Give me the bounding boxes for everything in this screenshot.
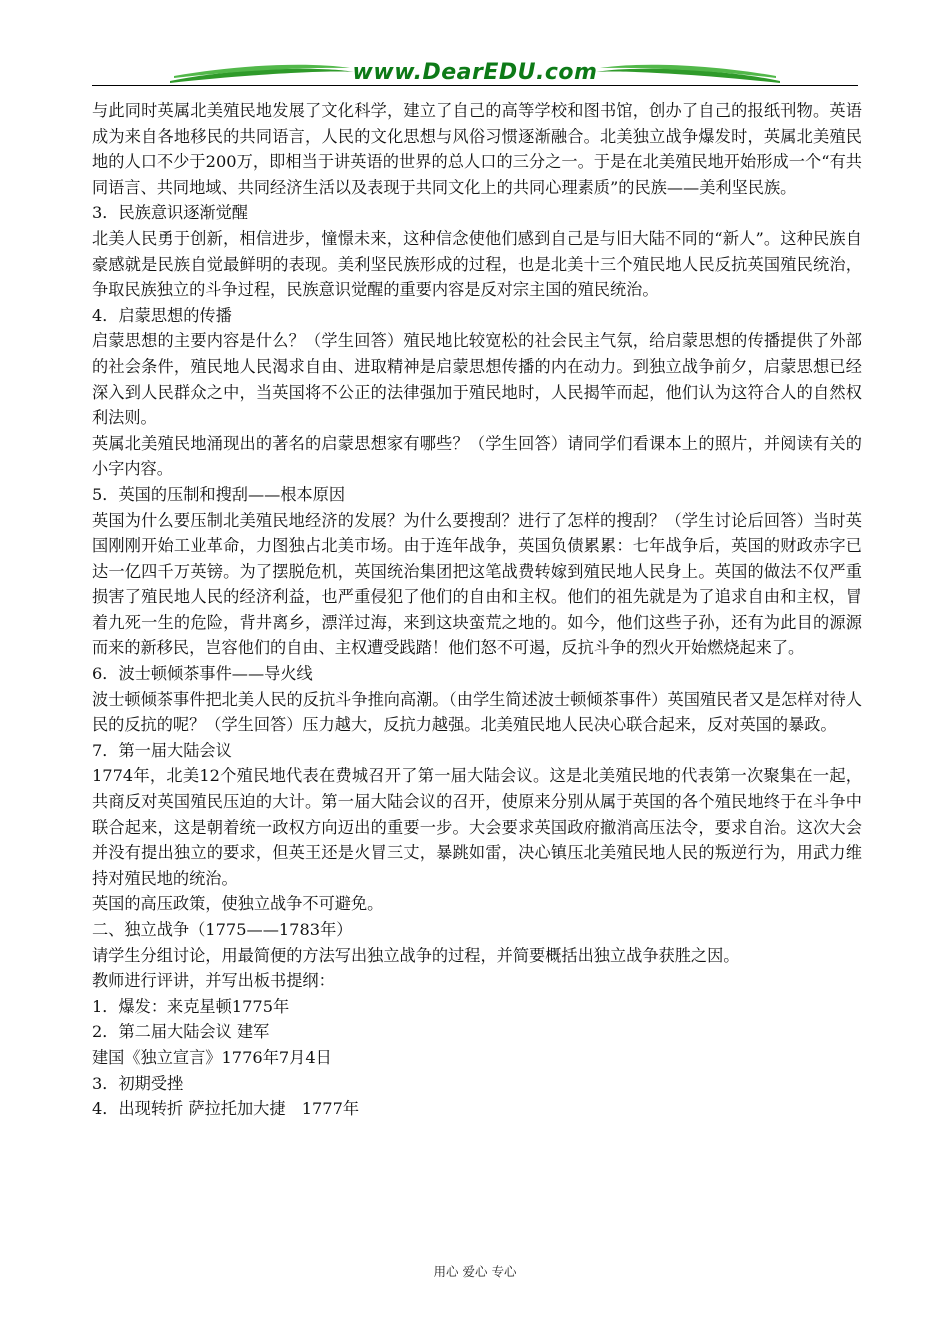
- paragraph: 英国的高压政策，使独立战争不可避免。: [92, 894, 384, 914]
- paragraph: 北美人民勇于创新，相信进步，憧憬未来，这种信念使他们感到自己是与旧大陆不同的“新人”。这种民族自豪感就是民族自觉最鲜明的表现。美利坚民族形成的过程，也是北美十三个殖民地人民反抗英国殖民统治，争取民族独立的斗争过程，民族意识觉醒的重要内容是反对宗主国的殖民统治。: [92, 228, 862, 300]
- section-heading: 5．英国的压制和搜刮——根本原因: [92, 484, 346, 504]
- paragraph: 英属北美殖民地涌现出的著名的启蒙思想家有哪些？（学生回答）请同学们看课本上的照片，并阅读有关的小字内容。: [92, 433, 862, 479]
- document-body: [92, 98, 862, 1122]
- section-heading: 二、独立战争（1775——1783年）: [92, 920, 353, 939]
- outline-item: 2．第二届大陆会议 建军: [92, 1022, 270, 1042]
- logo-text: www.DearEDU.com: [352, 60, 598, 85]
- paragraph: 与此同时英属北美殖民地发展了文化科学，建立了自己的高等学校和图书馆，创办了自己的报纸刊物。英语成为来自各地移民的共同语言，人民的文化思想与风俗习惯逐渐融合。北美独立战争爆发时，英属北美殖民地的人口不少于200万，即相当于讲英语的世界的总人口的三分之一。于是在北美殖民地开始形成一个“有共同语言、共同地域、共同经济生活以及表现于共同文化上的共同心理素质”的民族——美利坚民族。: [92, 101, 862, 197]
- page-footer: 用心 爱心 专心: [433, 1264, 517, 1279]
- paragraph: 波士顿倾茶事件把北美人民的反抗斗争推向高潮。（由学生简述波士顿倾茶事件）英国殖民者又是怎样对待人民的反抗的呢？（学生回答）压力越大，反抗力越强。北美殖民地人民决心联合起来，反对英国的暴政。: [92, 689, 862, 735]
- page-header: [92, 58, 858, 92]
- header-rule: [92, 85, 858, 86]
- outline-item: 3．初期受挫: [92, 1073, 184, 1093]
- section-heading: 3．民族意识逐渐觉醒: [92, 203, 248, 223]
- paragraph: 教师进行评讲，并写出板书提纲：: [92, 971, 335, 991]
- paragraph: 1774年，北美12个殖民地代表在费城召开了第一届大陆会议。这是北美殖民地的代表第一次聚集在一起，共商反对英国殖民压迫的大计。第一届大陆会议的召开，使原来分别从属于英国的各个殖民地终于在斗争中联合起来，这是朝着统一政权方向迈出的重要一步。大会要求英国政府撤消高压法令，要求自治。这次大会并没有提出独立的要求，但英王还是火冒三丈，暴跳如雷，决心镇压北美殖民地人民的叛逆行为，用武力维持对殖民地的统治。: [92, 766, 862, 888]
- paragraph: 请学生分组讨论，用最简便的方法写出独立战争的过程，并简要概括出独立战争获胜之因。: [92, 945, 740, 965]
- section-heading: 4．启蒙思想的传播: [92, 305, 232, 325]
- outline-item: 建国《独立宣言》1776年7月4日: [92, 1047, 332, 1067]
- section-heading: 7．第一届大陆会议: [92, 740, 232, 760]
- outline-item: 4．出现转折 萨拉托加大捷 1777年: [92, 1099, 360, 1119]
- section-heading: 6．波士顿倾茶事件——导火线: [92, 664, 313, 684]
- paragraph: 启蒙思想的主要内容是什么？（学生回答）殖民地比较宽松的社会民主气氛，给启蒙思想的传播提供了外部的社会条件，殖民地人民渴求自由、进取精神是启蒙思想传播的内在动力。到独立战争前夕，启蒙思想已经深入到人民群众之中，当英国将不公正的法律强加于殖民地时，人民揭竿而起，他们认为这符合人的自然权利法则。: [92, 331, 862, 428]
- outline-item: 1．爆发：来克星顿1775年: [92, 996, 290, 1016]
- paragraph: 英国为什么要压制北美殖民地经济的发展？为什么要搜刮？进行了怎样的搜刮？（学生讨论后回答）当时英国刚刚开始工业革命，力图独占北美市场。由于连年战争，英国负债累累：七年战争后，英国的财政赤字已达一亿四千万英镑。为了摆脱危机，英国统治集团把这笔战费转嫁到殖民地人民身上。英国的做法不仅严重损害了殖民地人民的经济利益，也严重侵犯了他们的自由和主权。他们的祖先就是为了追求自由和主权，冒着九死一生的危险，背井离乡，漂洋过海，来到这块蛮荒之地的。如今，他们这些子孙，还有为此目的源源而来的新移民，岂容他们的自由、主权遭受践踏！他们怒不可遏，反抗斗争的烈火开始燃烧起来了。: [92, 510, 862, 658]
